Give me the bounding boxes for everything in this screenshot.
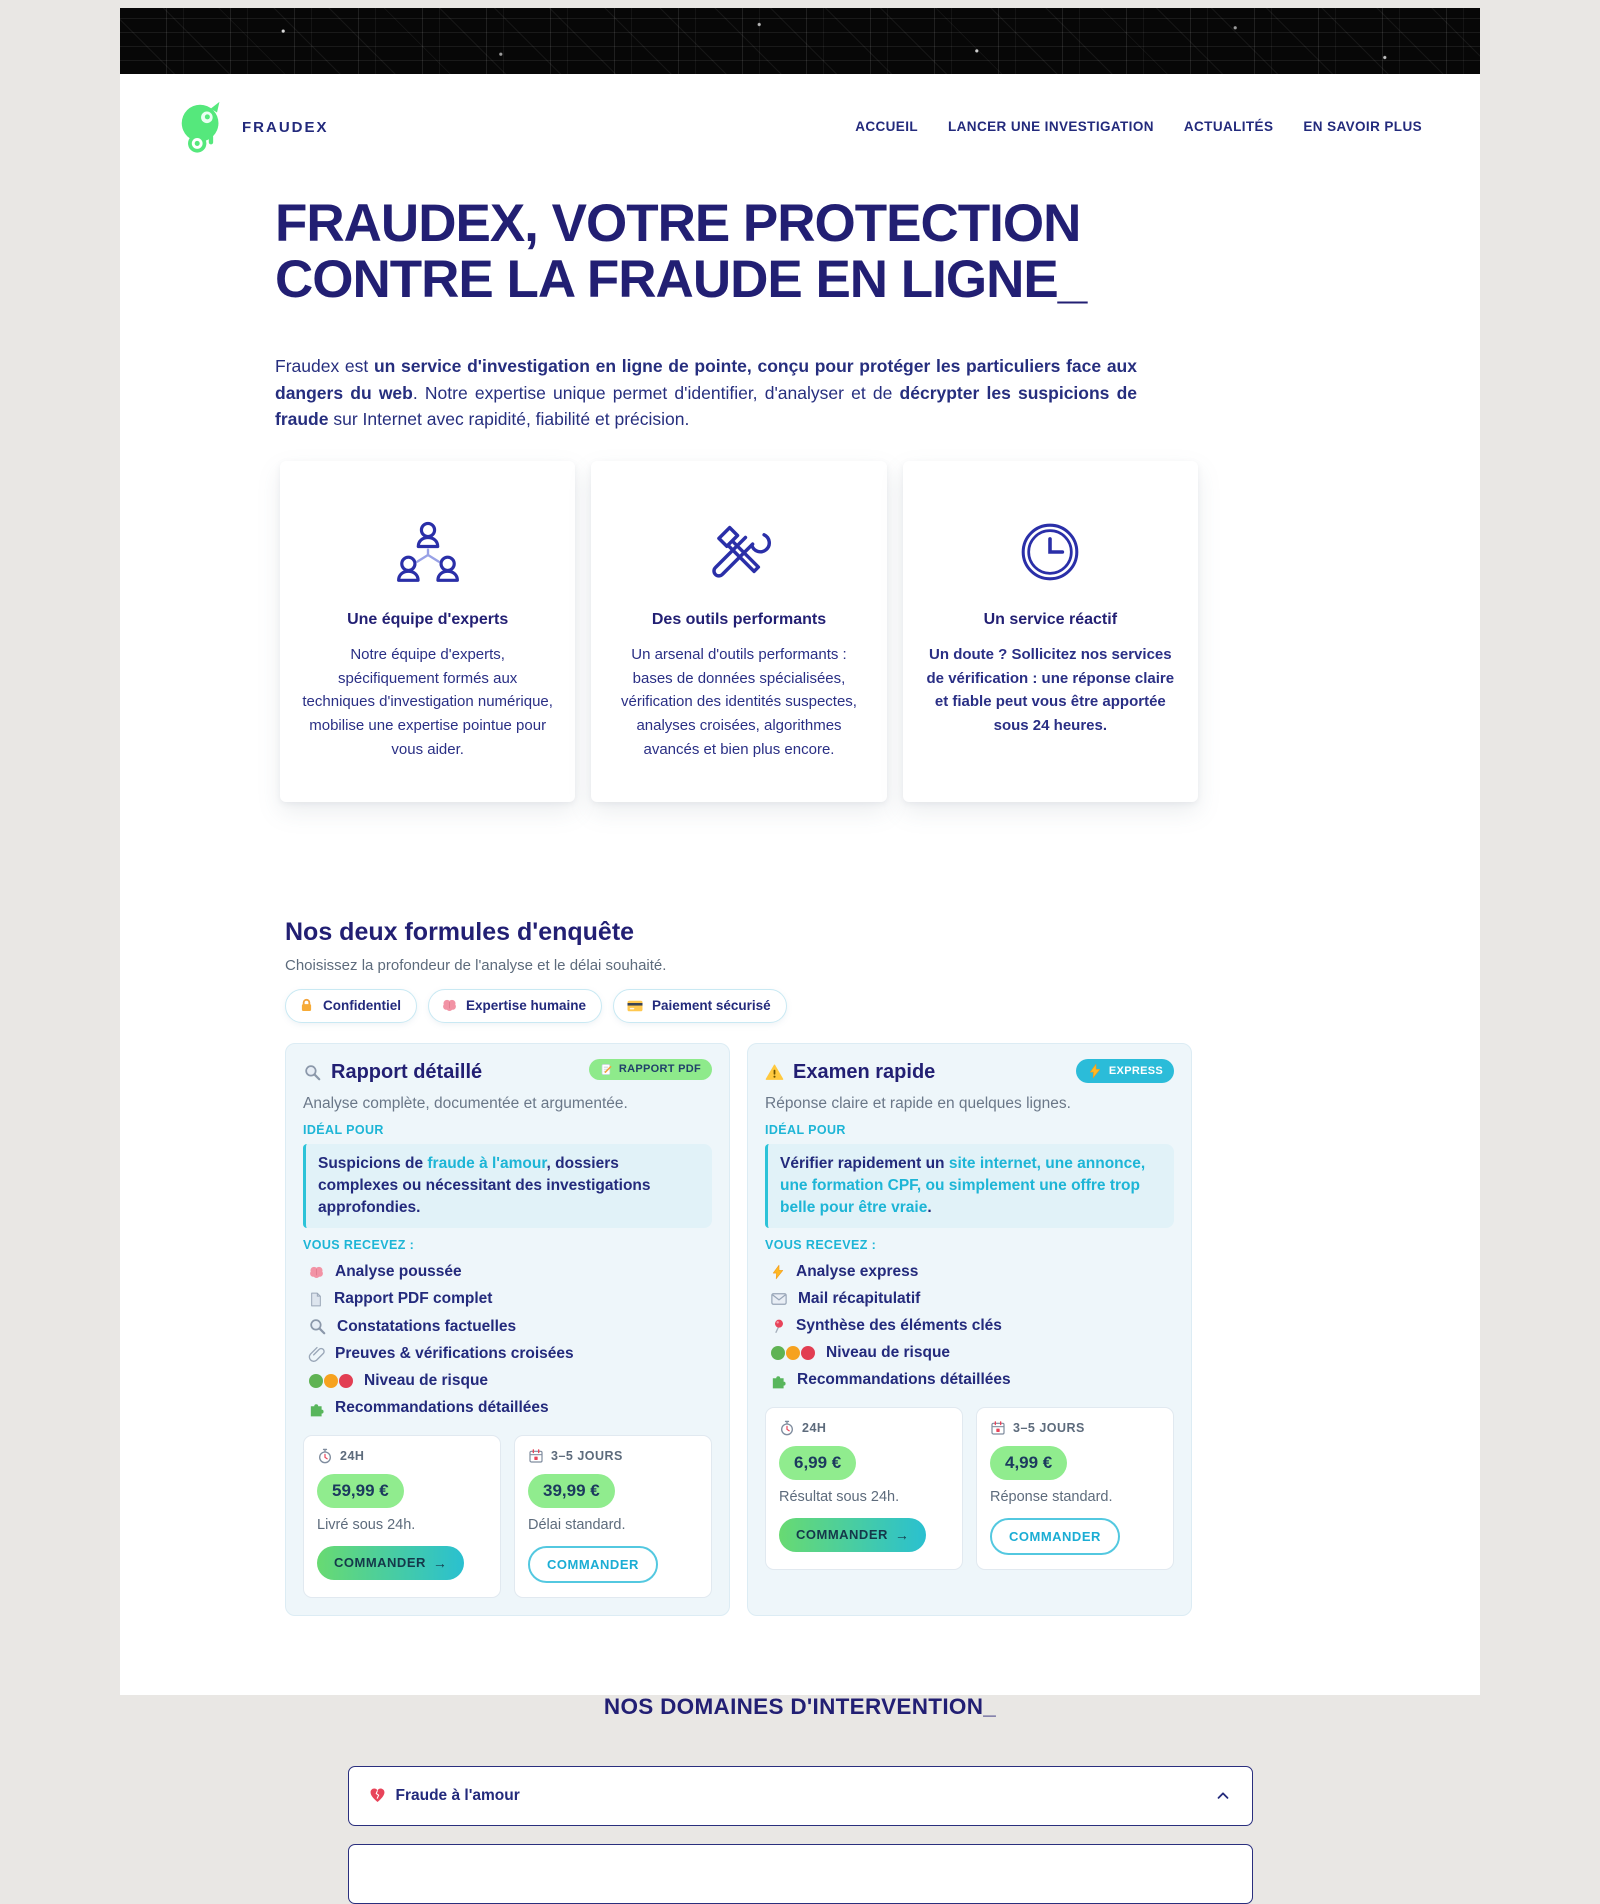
accordion-item[interactable] <box>348 1766 1253 1826</box>
plan-title <box>303 1059 482 1084</box>
domains-list <box>348 1766 1253 1904</box>
hero-intro-segment: décrypter les suspicions de fraude <box>275 382 1138 430</box>
trust-badge-label: Paiement sécurisé <box>652 998 771 1013</box>
team-icon <box>390 519 466 585</box>
vous-recevez-label: VOUS RECEVEZ : <box>765 1237 877 1252</box>
formules-section <box>285 918 1193 1616</box>
formules-subtitle: Choisissez la profondeur de l'analyse et le délai souhaité. <box>285 956 667 974</box>
trust-badges <box>285 989 1193 1023</box>
receive-item-label: Niveau de risque <box>364 1372 489 1389</box>
feature-text: Un doute ? Sollicitez nos services de vérification : une réponse claire et fiable peut vous être apportée sous 24 heures. <box>926 646 1175 735</box>
receive-list <box>303 1259 712 1422</box>
plan-subtitle: Réponse claire et rapide en quelques lignes. <box>765 1094 1071 1112</box>
receive-item-label: Synthèse des éléments clés <box>796 1317 1002 1334</box>
trust-badge-label: Confidentiel <box>323 998 401 1013</box>
brain-icon <box>441 997 458 1014</box>
plan-subtitle: Analyse complète, documentée et argumentée. <box>303 1094 628 1112</box>
hero-title-line: CONTRE LA FRAUDE EN LIGNE_ <box>275 249 1087 309</box>
nav-link-accueil[interactable]: ACCUEIL <box>855 119 919 134</box>
offer-note: Résultat sous 24h. <box>779 1488 900 1505</box>
pin-icon <box>770 1318 786 1334</box>
clock-icon <box>1017 519 1083 585</box>
receive-item <box>770 1286 1174 1313</box>
zap-icon <box>1087 1063 1103 1079</box>
offer-card <box>303 1435 501 1598</box>
offer-note: Délai standard. <box>528 1516 626 1533</box>
formules-title: Nos deux formules d'enquête <box>285 917 635 946</box>
feature-icon-wrap <box>294 513 561 591</box>
plan-card <box>747 1043 1192 1616</box>
memo-icon <box>600 1063 613 1076</box>
offer-period <box>528 1448 698 1464</box>
puzzle-icon <box>770 1372 787 1389</box>
tools-icon <box>704 519 774 585</box>
magnifier-icon <box>303 1063 322 1082</box>
feature-title: Un service réactif <box>983 611 1118 629</box>
receive-item <box>308 1286 712 1313</box>
zap-icon <box>770 1264 786 1280</box>
plan-tag-badge <box>1076 1059 1174 1083</box>
receive-item <box>308 1341 712 1368</box>
hero-intro <box>275 353 1137 433</box>
hero-title <box>275 196 1155 307</box>
hero-intro-segment: . Notre expertise unique permet d'identifier, d'analyser et de <box>412 382 900 403</box>
receive-item-label: Mail récapitulatif <box>798 1290 921 1307</box>
commander-button-label: COMMANDER <box>334 1555 426 1570</box>
hero-intro-segment: Fraudex est <box>275 356 374 377</box>
price-pill: 39,99 € <box>528 1474 615 1508</box>
accordion-label-text: Fraude à l'amour <box>395 1786 520 1804</box>
features-row <box>280 461 1198 801</box>
lock-icon <box>298 997 315 1014</box>
puzzle-icon <box>308 1400 325 1417</box>
chameleon-logo-icon <box>174 98 232 156</box>
plan-tag-label: EXPRESS <box>1108 1064 1163 1077</box>
price-pill: 59,99 € <box>317 1474 404 1508</box>
receive-item <box>308 1368 712 1395</box>
receive-item-label: Constatations factuelles <box>337 1317 517 1335</box>
clip-icon <box>308 1346 325 1363</box>
vous-recevez-label: VOUS RECEVEZ : <box>303 1237 415 1252</box>
plan-title-label: Examen rapide <box>793 1060 936 1083</box>
doc-icon <box>308 1291 324 1308</box>
hero-intro-segment: un service d'investigation en ligne de pointe, conçu pour protéger les particuliers face aux dangers du web <box>275 356 1137 403</box>
offer-period-label: 3–5 JOURS <box>551 1448 623 1463</box>
feature-icon-wrap <box>917 513 1184 591</box>
commander-button[interactable] <box>528 1546 658 1583</box>
nav-link-actualit-s[interactable]: ACTUALITÉS <box>1183 119 1274 134</box>
plan-card <box>285 1043 730 1616</box>
ideal-text: . <box>927 1198 932 1216</box>
offer-period-label: 24H <box>340 1448 365 1463</box>
brand-name: FRAUDEX <box>242 118 329 136</box>
receive-item <box>770 1313 1174 1340</box>
plan-title <box>765 1059 935 1084</box>
feature-card <box>591 461 886 801</box>
trust-badge <box>613 989 787 1023</box>
offer-period-label: 24H <box>802 1420 827 1435</box>
mail-icon <box>770 1290 788 1308</box>
commander-button[interactable] <box>779 1518 926 1552</box>
main-nav <box>825 118 1422 136</box>
arrow-right-icon: → <box>894 1526 910 1543</box>
domains-title: NOS DOMAINES D'INTERVENTION_ <box>603 1693 997 1719</box>
site-header <box>120 74 1480 166</box>
receive-item-label: Niveau de risque <box>826 1344 951 1361</box>
receive-item-label: Preuves & vérifications croisées <box>335 1345 574 1362</box>
ideal-pour-label: IDÉAL POUR <box>765 1122 846 1137</box>
offers-row <box>765 1407 1174 1570</box>
arrow-right-icon: → <box>432 1554 448 1571</box>
ideal-link[interactable]: site internet, une annonce, une formation CPF, ou simplement une offre trop belle pour être vraie <box>780 1154 1146 1216</box>
calendar-icon <box>990 1420 1006 1436</box>
commander-button[interactable] <box>317 1546 464 1580</box>
feature-text: Un arsenal d'outils performants : bases de données spécialisées, vérification des identités suspectes, analyses croisées, algorithmes avancés et bien plus encore. <box>621 646 857 758</box>
receive-item-label: Analyse poussée <box>335 1263 462 1280</box>
risk-dots-icon <box>770 1345 816 1361</box>
receive-item <box>770 1367 1174 1394</box>
accordion-item-partial[interactable] <box>348 1844 1253 1904</box>
plan-header <box>765 1059 1174 1084</box>
commander-button[interactable] <box>990 1518 1120 1555</box>
chevron-up-icon <box>1214 1787 1232 1805</box>
page <box>120 8 1480 1804</box>
offer-card <box>765 1407 963 1570</box>
price-pill: 4,99 € <box>990 1446 1067 1480</box>
commander-button-label: COMMANDER <box>796 1527 888 1542</box>
plan-cards <box>285 1043 1193 1616</box>
plan-title-label: Rapport détaillé <box>331 1060 483 1083</box>
receive-item-label: Analyse express <box>796 1263 919 1280</box>
offer-period <box>779 1420 949 1436</box>
ideal-text: Vérifier rapidement un <box>780 1154 949 1172</box>
accordion-label <box>369 1787 520 1805</box>
trust-badge <box>285 989 417 1023</box>
feature-card <box>903 461 1198 801</box>
offers-row <box>303 1435 712 1598</box>
feature-title: Des outils performants <box>651 611 827 629</box>
stopwatch-icon <box>779 1420 795 1436</box>
offer-note: Livré sous 24h. <box>317 1516 416 1533</box>
warning-icon <box>765 1063 784 1082</box>
offer-note: Réponse standard. <box>990 1488 1113 1505</box>
plan-tag-label: RAPPORT PDF <box>618 1063 701 1075</box>
offer-card <box>514 1435 712 1598</box>
plan-header <box>303 1059 712 1084</box>
offer-card <box>976 1407 1174 1570</box>
credit-card-icon <box>626 997 644 1015</box>
circuit-banner <box>120 8 1480 74</box>
calendar-icon <box>528 1448 544 1464</box>
receive-item <box>770 1259 1174 1286</box>
main-content <box>120 196 1480 1904</box>
feature-title: Une équipe d'experts <box>347 611 509 629</box>
magnifier-icon <box>308 1317 327 1336</box>
feature-text: Notre équipe d'experts, spécifiquement formés aux techniques d'investigation numérique, mobilise une expertise pointue pour vous aider. <box>302 646 553 758</box>
receive-item-label: Recommandations détaillées <box>335 1399 549 1416</box>
receive-item-label: Rapport PDF complet <box>334 1290 493 1307</box>
feature-icon-wrap <box>605 513 872 591</box>
trust-badge-label: Expertise humaine <box>466 998 587 1013</box>
offer-period <box>317 1448 487 1464</box>
nav-link-en-savoir-plus[interactable]: EN SAVOIR PLUS <box>1303 119 1422 134</box>
plan-tag-badge <box>589 1059 712 1080</box>
brain-icon <box>308 1264 325 1281</box>
ideal-link[interactable]: fraude à l'amour <box>427 1154 547 1172</box>
commander-button-label: COMMANDER <box>547 1556 639 1572</box>
nav-link-lancer-une-investigation[interactable]: LANCER UNE INVESTIGATION <box>948 119 1154 134</box>
risk-dots-icon <box>308 1373 354 1389</box>
stopwatch-icon <box>317 1448 333 1464</box>
receive-item <box>308 1395 712 1422</box>
brand[interactable] <box>174 98 329 156</box>
ideal-text: Suspicions de <box>318 1154 428 1172</box>
feature-card <box>280 461 575 801</box>
price-pill: 6,99 € <box>779 1446 856 1480</box>
ideal-pour-box <box>765 1144 1174 1228</box>
commander-button-label: COMMANDER <box>1009 1528 1101 1544</box>
ideal-text: , dossiers complexes ou nécessitant des investigations approfondies. <box>318 1154 651 1216</box>
receive-item <box>770 1340 1174 1367</box>
receive-item <box>308 1259 712 1286</box>
offer-period-label: 3–5 JOURS <box>1013 1420 1085 1435</box>
hero-intro-segment: sur Internet avec rapidité, fiabilité et précision. <box>328 409 690 430</box>
receive-item-label: Recommandations détaillées <box>797 1371 1011 1388</box>
offer-period <box>990 1420 1160 1436</box>
receive-list <box>765 1259 1174 1394</box>
broken-heart-icon <box>369 1787 386 1804</box>
hero-title-line: FRAUDEX, VOTRE PROTECTION <box>275 194 1081 253</box>
domains-section <box>120 1694 1480 1904</box>
trust-badge <box>428 989 602 1023</box>
receive-item <box>308 1313 712 1341</box>
ideal-pour-label: IDÉAL POUR <box>303 1122 384 1137</box>
ideal-pour-box <box>303 1144 712 1228</box>
